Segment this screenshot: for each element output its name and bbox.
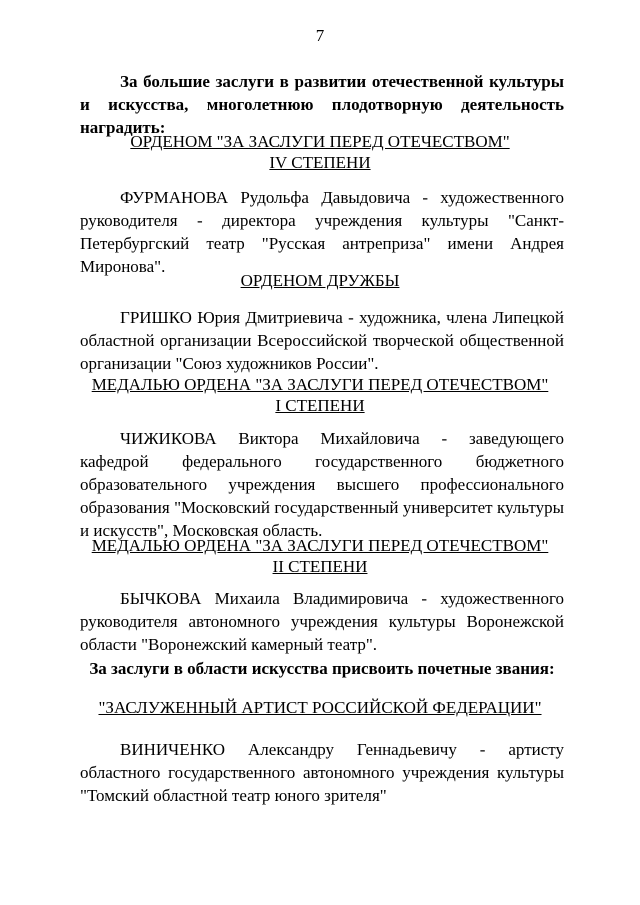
section-4-heading-line-1: МЕДАЛЬЮ ОРДЕНА "ЗА ЗАСЛУГИ ПЕРЕД ОТЕЧЕСТВОМ"	[91, 536, 549, 555]
intro-text: За большие заслуги в развитии отечественной культуры и искусства, многолетнюю плодотворную деятельность наградить:	[80, 72, 564, 137]
section-4-heading-line-2: II СТЕПЕНИ	[272, 557, 368, 576]
section-1-text: ФУРМАНОВА Рудольфа Давыдовича - художественного руководителя - директора учреждения культуры "Санкт-Петербургский театр "Русская антреприза" имени Андрея Миронова".	[80, 188, 564, 276]
section-4-text: БЫЧКОВА Михаила Владимировича - художественного руководителя автономного учреждения культуры Воронежской области "Воронежский камерный театр".	[80, 589, 564, 654]
section-1-heading-line-2: IV СТЕПЕНИ	[269, 153, 371, 172]
honor-text: ВИНИЧЕНКО Александру Геннадьевичу - артисту областного государственного автономного учреждения культуры "Томский областной театр юного зрителя"	[80, 740, 564, 805]
page-number: 7	[315, 26, 325, 45]
section-1-heading-line-1: ОРДЕНОМ "ЗА ЗАСЛУГИ ПЕРЕД ОТЕЧЕСТВОМ"	[130, 132, 510, 151]
section-3-text: ЧИЖИКОВА Виктора Михайловича - заведующего кафедрой федерального государственного бюджетного образовательного учреждения высшего профессионального образования "Московский государственный университет культуры и искусств", Московская область.	[80, 429, 564, 540]
section-2-heading: ОРДЕНОМ ДРУЖБЫ	[240, 271, 400, 290]
honors-intro: За заслуги в области искусства присвоить почетные звания:	[89, 659, 555, 678]
honor-heading: "ЗАСЛУЖЕННЫЙ АРТИСТ РОССИЙСКОЙ ФЕДЕРАЦИИ"	[98, 698, 542, 717]
section-2-text: ГРИШКО Юрия Дмитриевича - художника, члена Липецкой областной организации Всероссийской творческой общественной организации "Союз художников России".	[80, 308, 564, 373]
section-3-heading-line-2: I СТЕПЕНИ	[275, 396, 365, 415]
section-3-heading-line-1: МЕДАЛЬЮ ОРДЕНА "ЗА ЗАСЛУГИ ПЕРЕД ОТЕЧЕСТВОМ"	[91, 375, 549, 394]
